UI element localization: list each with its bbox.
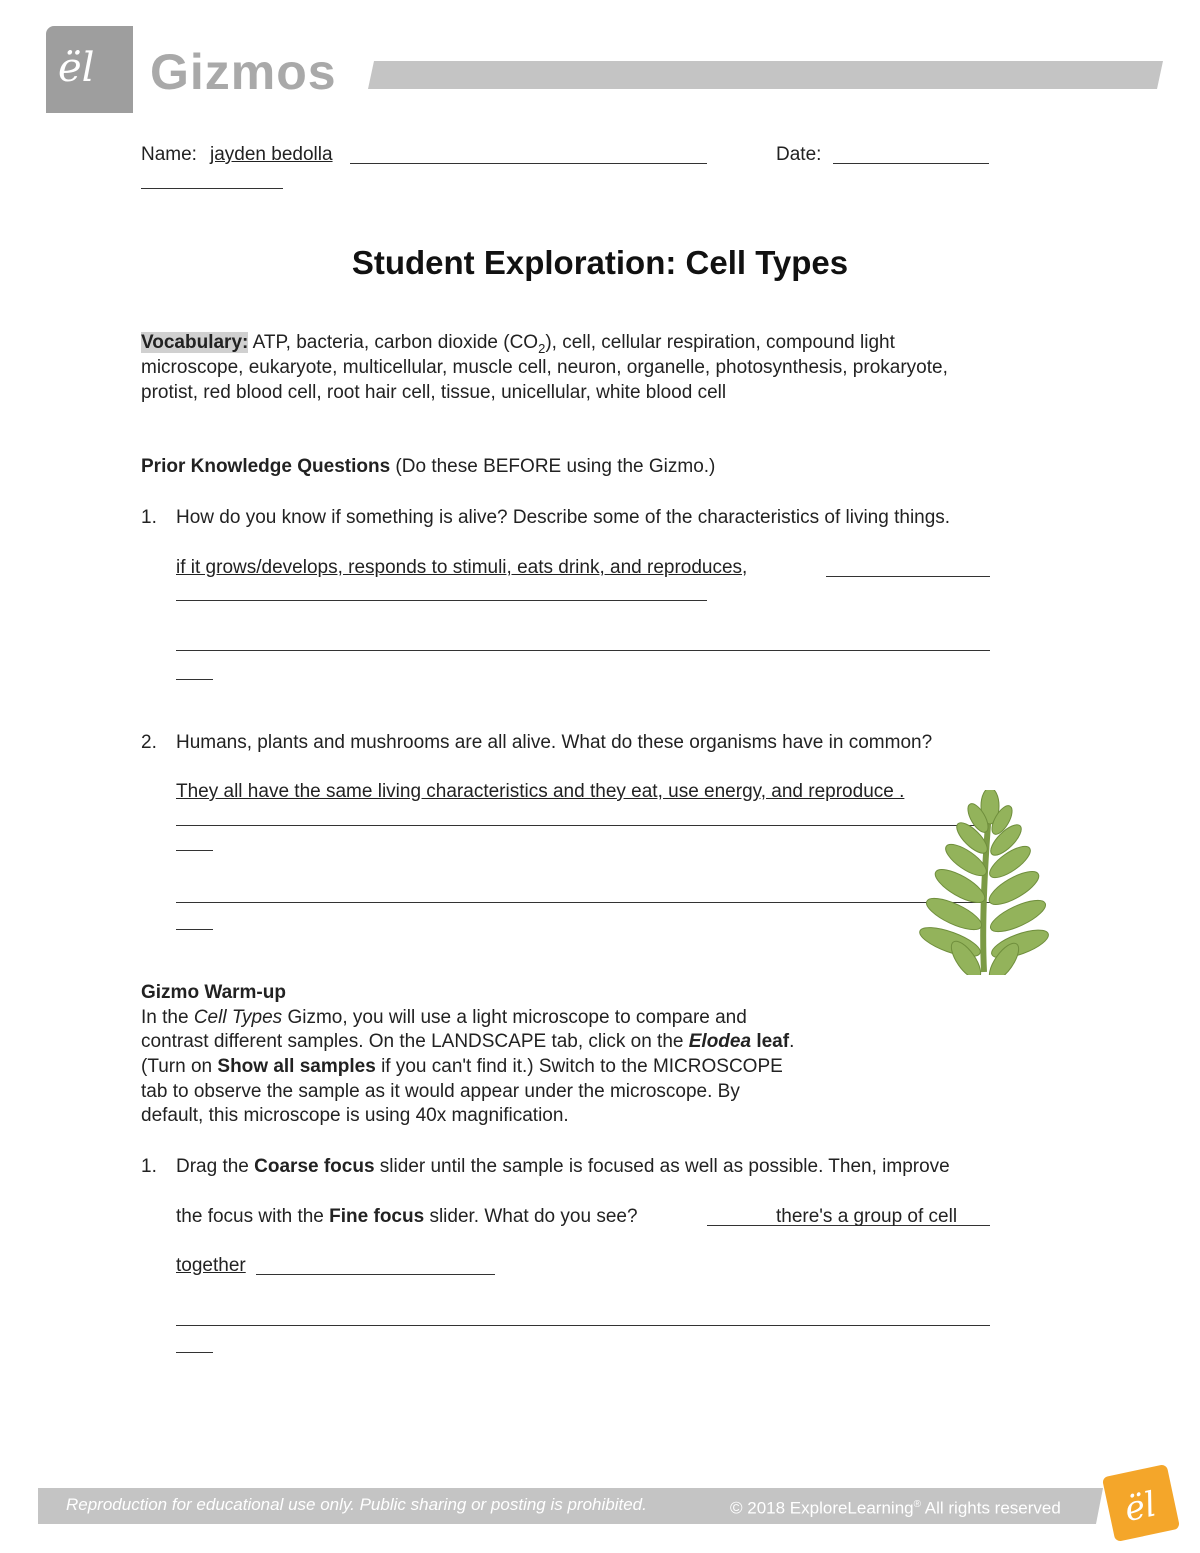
prior-knowledge-heading — [141, 455, 715, 479]
prior-q2-number: 2. — [141, 732, 157, 753]
answer-line — [176, 679, 213, 680]
date-underline — [833, 163, 989, 164]
date-underline-continued — [141, 188, 283, 189]
header-decorative-bar — [368, 61, 1163, 89]
warmup-q1-answer-continued: together — [176, 1255, 246, 1276]
answer-line — [176, 650, 990, 651]
warmup-fine-focus: Fine focus — [329, 1206, 425, 1227]
name-underline — [350, 163, 707, 164]
warmup-paragraph-line — [141, 1030, 794, 1054]
elodea-plant-illustration — [906, 790, 1056, 975]
warmup-paragraph-line: default, this microscope is using 40x magnification. — [141, 1105, 569, 1126]
answer-line — [176, 825, 990, 826]
warmup-text: . — [789, 1031, 795, 1052]
warmup-heading: Gizmo Warm-up — [141, 982, 286, 1003]
warmup-coarse-focus: Coarse focus — [254, 1156, 375, 1177]
warmup-text: Drag the — [176, 1156, 255, 1177]
warmup-text: Gizmo, you will use a light microscope to compare and — [282, 1007, 747, 1028]
prior-q2-answer: They all have the same living characteristics and they eat, use energy, and reproduce . — [176, 781, 905, 802]
warmup-text: contrast different samples. On the LANDSCAPE tab, click on the — [141, 1031, 689, 1052]
warmup-paragraph-line — [141, 1006, 747, 1030]
warmup-text: slider until the sample is focused as well as possible. Then, improve — [374, 1156, 950, 1177]
prior-q1-text: How do you know if something is alive? Describe some of the characteristics of living things. — [176, 507, 951, 528]
explorelearning-footer-logo — [1100, 1462, 1182, 1544]
footer-copyright-text: © 2018 ExploreLearning — [730, 1498, 914, 1518]
explorelearning-logo-mark: ël — [58, 45, 95, 91]
page-title: Student Exploration: Cell Types — [351, 244, 849, 281]
prior-heading-bold: Prior Knowledge Questions — [141, 456, 391, 477]
answer-line — [176, 850, 213, 851]
vocabulary-line-2: microscope, eukaryote, multicellular, muscle cell, neuron, organelle, photosynthesis, prokaryote, — [141, 357, 948, 378]
warmup-elodea: Elodea — [688, 1031, 752, 1052]
name-value: jayden bedolla — [210, 144, 333, 165]
registered-mark: ® — [913, 1499, 921, 1510]
vocabulary-text: ATP, bacteria, carbon dioxide (CO — [248, 332, 539, 353]
answer-line — [176, 600, 707, 601]
warmup-show-all-samples: Show all samples — [217, 1056, 376, 1077]
warmup-text: (Turn on — [141, 1056, 218, 1077]
warmup-q1-line-2 — [176, 1205, 638, 1229]
prior-q2-text: Humans, plants and mushrooms are all alive. What do these organisms have in common? — [176, 732, 933, 753]
answer-line — [176, 1352, 213, 1353]
vocabulary-label: Vocabulary: — [141, 332, 249, 353]
co2-subscript: 2 — [538, 340, 546, 356]
warmup-paragraph-line — [141, 1055, 783, 1079]
footer-reproduction-notice: Reproduction for educational use only. Public sharing or posting is prohibited. — [66, 1495, 647, 1514]
answer-line — [826, 576, 990, 577]
answer-line — [176, 929, 213, 930]
warmup-text: the focus with the — [176, 1206, 330, 1227]
date-label: Date: — [776, 144, 822, 165]
answer-line — [176, 1325, 990, 1326]
vocabulary-text: ), cell, cellular respiration, compound light — [545, 332, 895, 353]
vocabulary-line-3: protist, red blood cell, root hair cell, tissue, unicellular, white blood cell — [141, 382, 727, 403]
name-label: Name: — [141, 144, 197, 165]
warmup-paragraph-line: tab to observe the sample as it would appear under the microscope. By — [141, 1081, 740, 1102]
prior-heading-note: (Do these BEFORE using the Gizmo.) — [390, 456, 716, 477]
answer-line — [176, 902, 990, 903]
prior-q1-answer: if it grows/develops, responds to stimuli, eats drink, and reproduces, — [176, 557, 748, 578]
footer-copyright — [730, 1494, 1061, 1520]
answer-line — [256, 1274, 495, 1275]
warmup-q1-answer: there's a group of cell — [776, 1206, 958, 1227]
footer-rights-text: All rights reserved — [920, 1498, 1061, 1518]
warmup-text: In the — [141, 1007, 194, 1028]
gizmos-brand-wordmark: Gizmos — [150, 44, 337, 100]
warmup-gizmo-name: Cell Types — [193, 1007, 283, 1028]
warmup-text: slider. What do you see? — [424, 1206, 638, 1227]
warmup-leaf: leaf — [751, 1031, 790, 1052]
warmup-text: if you can't find it.) Switch to the MICROSCOPE — [375, 1056, 783, 1077]
prior-q1-number: 1. — [141, 507, 157, 528]
warmup-q1-number: 1. — [141, 1156, 157, 1177]
warmup-q1-line-1 — [176, 1155, 950, 1179]
svg-text:ël: ël — [1121, 1484, 1160, 1531]
